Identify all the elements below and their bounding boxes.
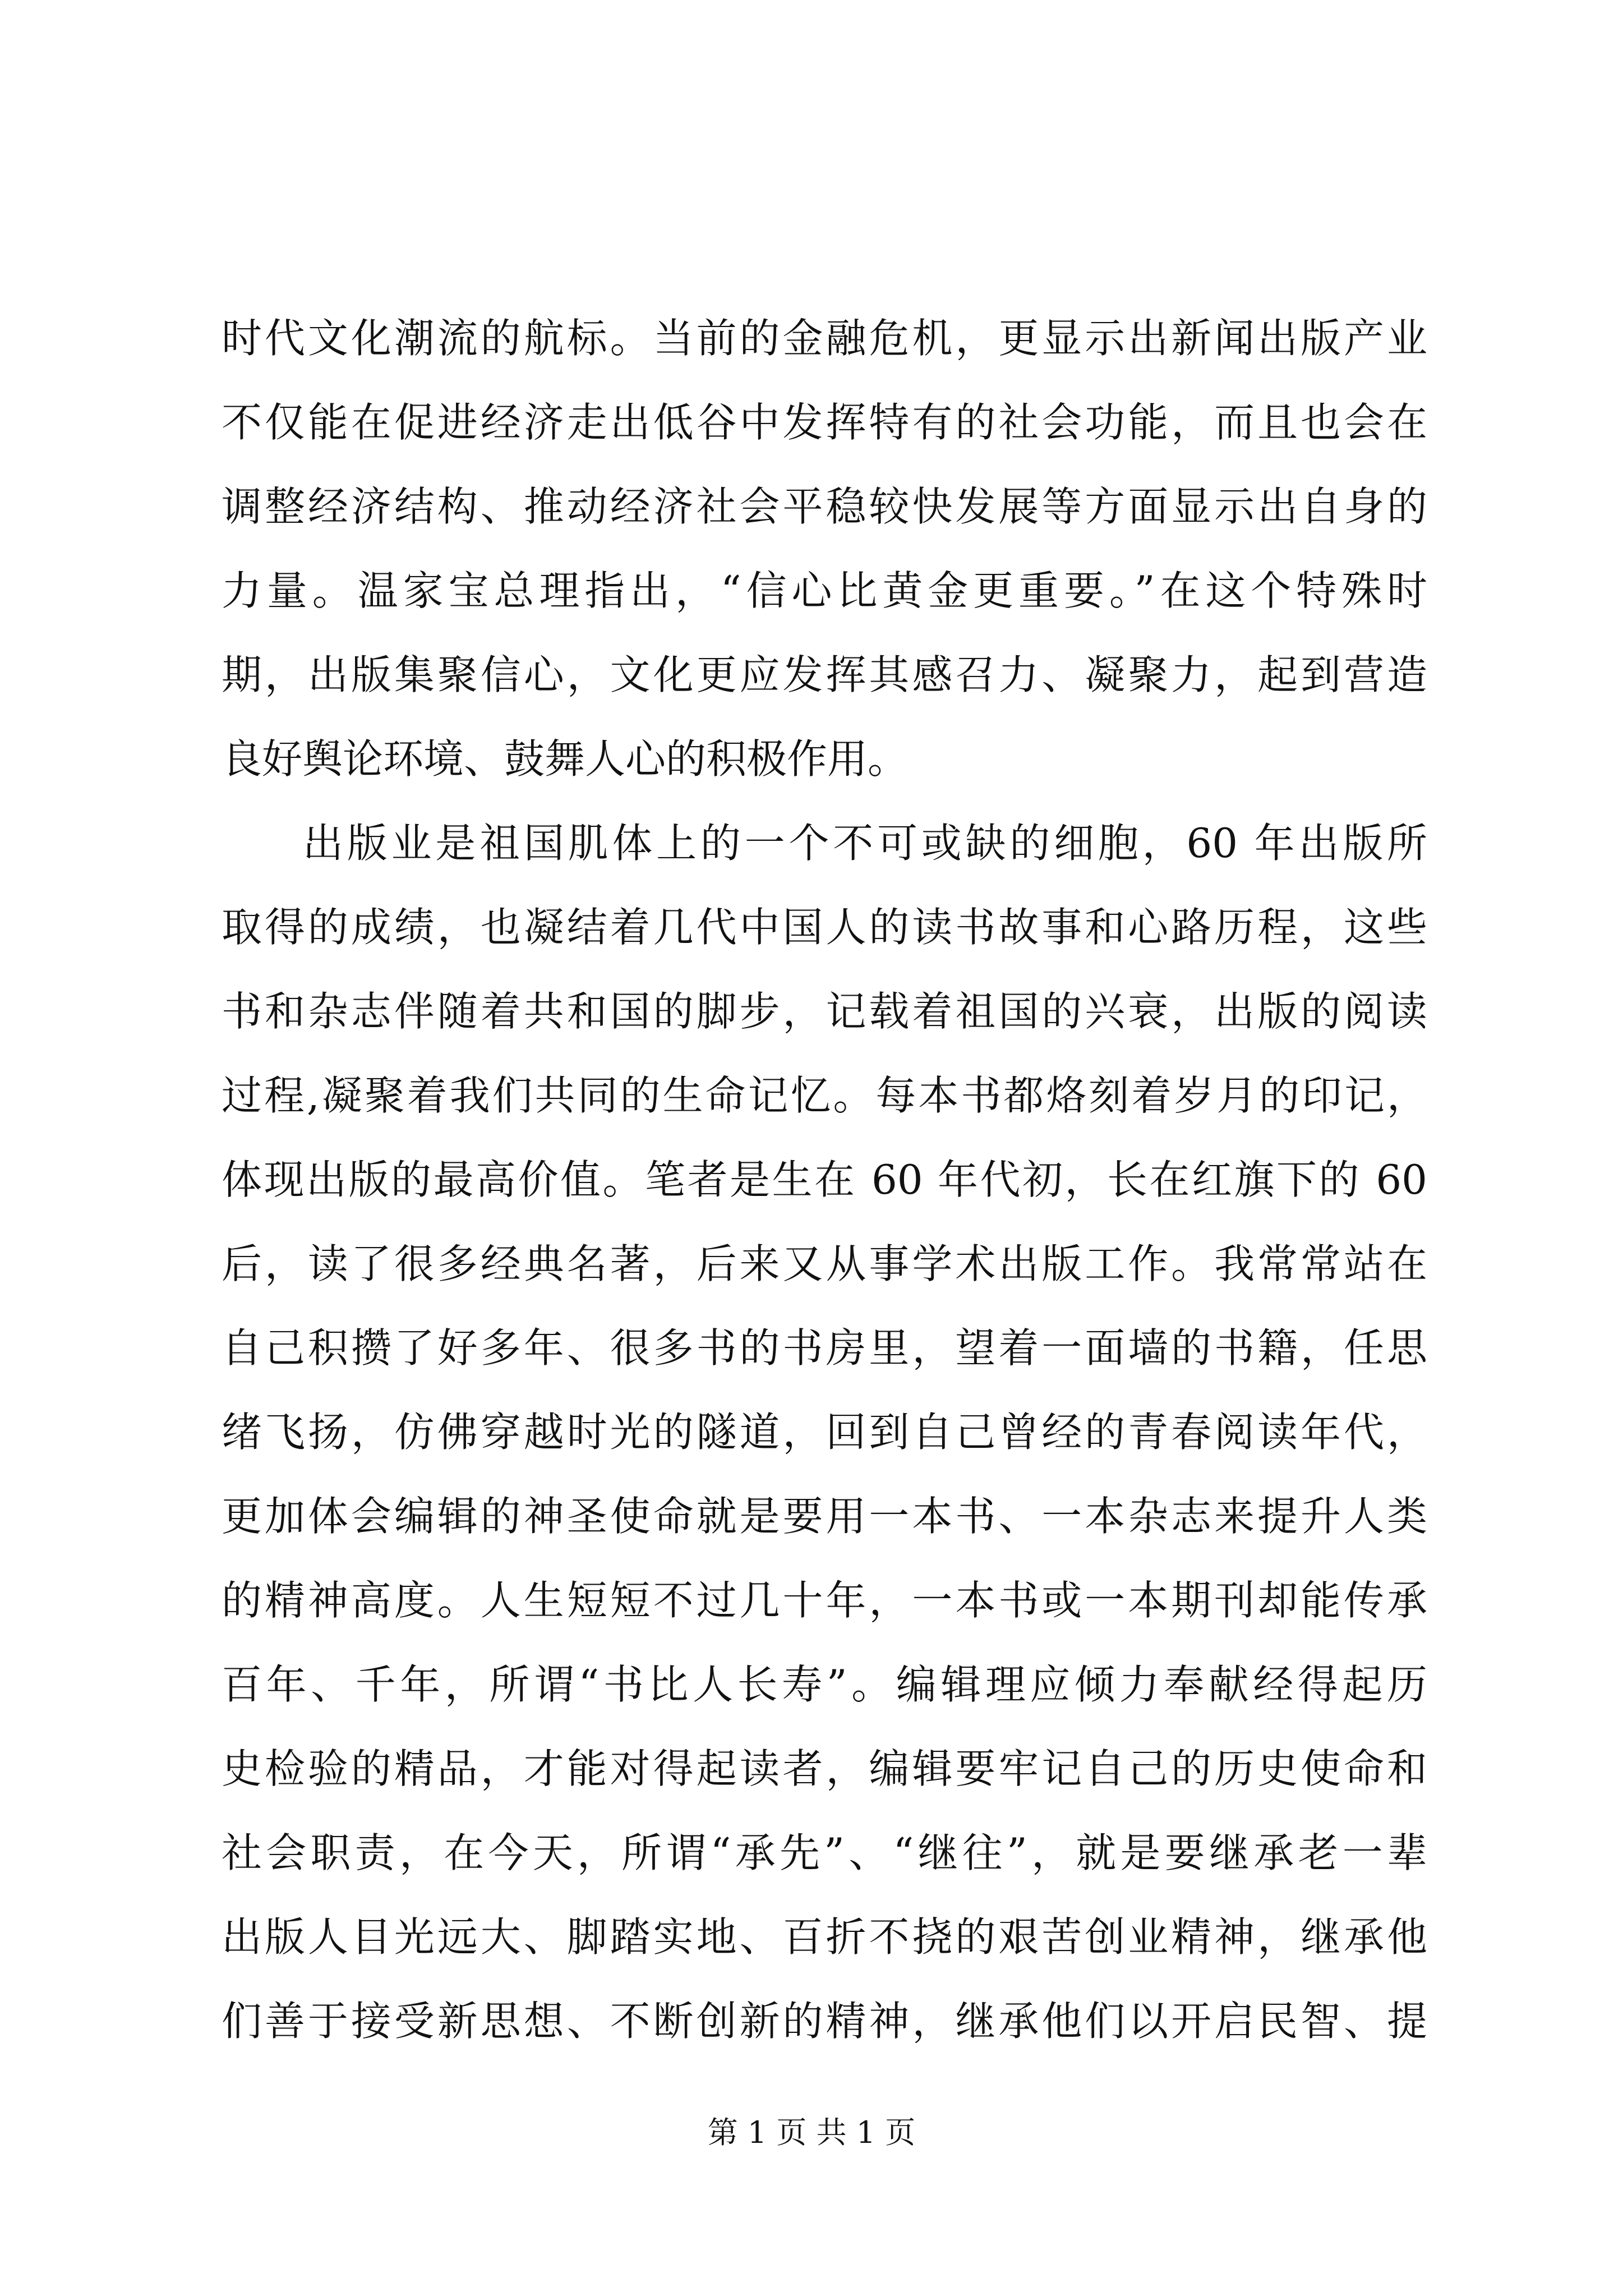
page-footer: 第 1 页 共 1 页 — [707, 2115, 916, 2150]
text-line: 取得的成绩，也凝结着几代中国人的读书故事和心路历程，这些 — [222, 904, 1427, 951]
text-line: 力量。温家宝总理指出，“信心比黄金更重要。”在这个特殊时 — [222, 567, 1427, 614]
body-text — [222, 296, 1427, 2063]
text-line: 不仅能在促进经济走出低谷中发挥特有的社会功能，而且也会在 — [222, 399, 1427, 446]
text-line: 更加体会编辑的神圣使命就是要用一本书、一本杂志来提升人类 — [222, 1493, 1427, 1540]
text-line: 后，读了很多经典名著，后来又从事学术出版工作。我常常站在 — [222, 1240, 1427, 1287]
text-line: 出版人目光远大、脚踏实地、百折不挠的艰苦创业精神，继承他 — [222, 1913, 1427, 1961]
text-line: 调整经济结构、推动经济社会平稳较快发展等方面显示出自身的 — [222, 483, 1427, 530]
text-line: 百年、千年，所谓“书比人长寿”。编辑理应倾力奉献经得起历 — [222, 1661, 1427, 1708]
text-line: 自己积攒了好多年、很多书的书房里，望着一面墙的书籍，任思 — [222, 1324, 1427, 1372]
text-line: 书和杂志伴随着共和国的脚步，记载着祖国的兴衰，出版的阅读 — [222, 988, 1427, 1035]
text-line: 出版业是祖国肌体上的一个不可或缺的细胞，60 年出版所 — [303, 820, 1427, 867]
text-line: 们善于接受新思想、不断创新的精神，继承他们以开启民智、提 — [222, 1998, 1427, 2045]
text-line: 过程,凝聚着我们共同的生命记忆。每本书都烙刻着岁月的印记， — [222, 1072, 1427, 1119]
text-line: 体现出版的最高价值。笔者是生在 60 年代初，长在红旗下的 60 — [222, 1156, 1427, 1203]
text-line: 时代文化潮流的航标。当前的金融危机，更显示出新闻出版产业 — [222, 315, 1427, 362]
text-line: 的精神高度。人生短短不过几十年，一本书或一本期刊却能传承 — [222, 1577, 1427, 1624]
text-line: 期，出版集聚信心，文化更应发挥其感召力、凝聚力，起到营造 — [222, 651, 1427, 698]
text-line: 良好舆论环境、鼓舞人心的积极作用。 — [222, 735, 909, 783]
text-line: 史检验的精品，才能对得起读者，编辑要牢记自己的历史使命和 — [222, 1745, 1427, 1792]
text-line: 社会职责，在今天，所谓“承先”、“继往”，就是要继承老一辈 — [222, 1829, 1427, 1876]
text-line: 绪飞扬，仿佛穿越时光的隧道，回到自己曾经的青春阅读年代， — [222, 1409, 1427, 1456]
